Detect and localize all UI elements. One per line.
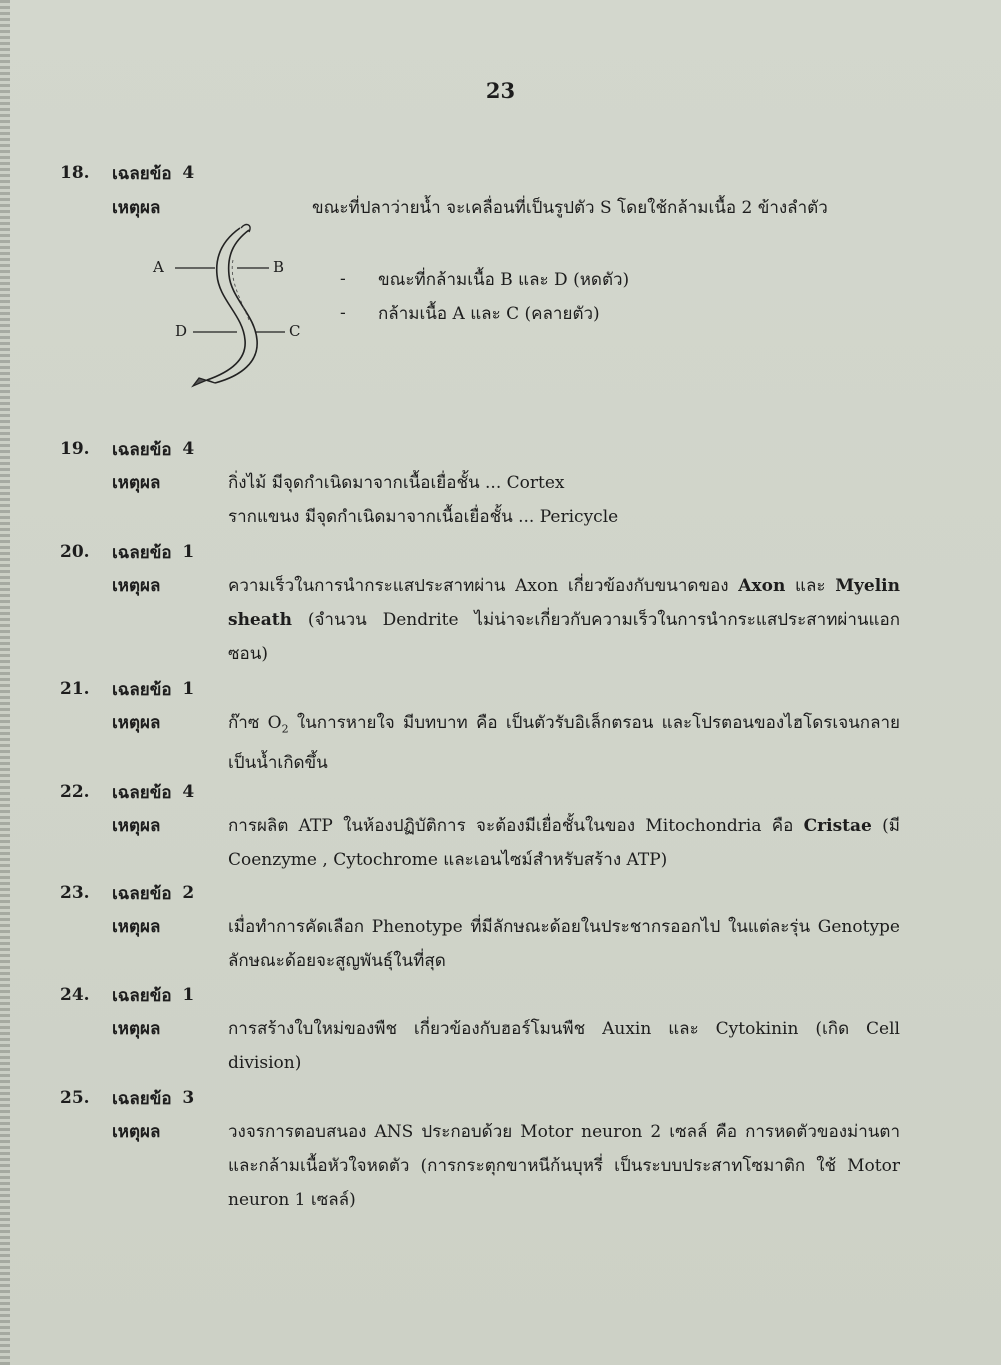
question-18 [60, 156, 920, 224]
answer-value: 1 [182, 985, 195, 1005]
reason-label: เหตุผล [112, 816, 161, 836]
reason-text: วงจรการตอบสนอง ANS ประกอบด้วย Motor neuron 2 เซลล์ คือ การหดตัวของม่านตา และกล้ามเนื้อหัวใจหดตัว (การกระตุกขาหนีก้นบุหรี่ เป็นระบบประสาทโซมาติก ใช้ Motor neuron 1 เซลล์) [228, 1122, 900, 1210]
answer-label: เฉลยข้อ [112, 679, 172, 700]
answer-value: 4 [182, 782, 195, 802]
question-number: 23. [60, 883, 90, 903]
answer-value: 3 [182, 1088, 195, 1108]
label-c: C [289, 322, 301, 340]
reason-line: กิ่งไม้ มีจุดกำเนิดมาจากเนื้อเยื่อชั้น ... Cortex [228, 473, 565, 493]
label-a: A [153, 258, 164, 276]
question-number: 22. [60, 782, 90, 802]
reason-line: รากแขนง มีจุดกำเนิดมาจากเนื้อเยื่อชั้น ... Pericycle [228, 507, 619, 527]
reason-segment: ความเร็วในการนำกระแสประสาทผ่าน Axon เกี่ยวข้องกับขนาดของ [228, 576, 739, 596]
question-number: 18. [60, 163, 90, 183]
reason-text [228, 809, 900, 877]
reason-segment: ก๊าซ O [228, 713, 282, 733]
label-b: B [273, 258, 285, 276]
reason-text [228, 569, 900, 671]
reason-bold: Myelin sheath [228, 576, 900, 630]
subscript: 2 [281, 722, 289, 736]
question-22 [60, 775, 920, 877]
reason-label: เหตุผล [112, 473, 161, 493]
answer-label: เฉลยข้อ [112, 439, 172, 460]
reason-bold: Axon [738, 576, 786, 596]
reason-label: เหตุผล [112, 1122, 161, 1142]
answer-label: เฉลยข้อ [112, 1088, 172, 1109]
answer-label: เฉลยข้อ [112, 782, 172, 803]
reason-label: เหตุผล [112, 576, 161, 596]
reason-segment: ในการหายใจ มีบทบาท คือ เป็นตัวรับอิเล็กตรอน และโปรตอนของไฮโดรเจนกลายเป็นน้ำเกิดขึ้น [228, 713, 901, 774]
muscle-bullets [340, 262, 629, 330]
bullet-item: - ขณะที่กล้ามเนื้อ B และ D (หดตัว) [340, 262, 629, 296]
question-19 [60, 432, 920, 534]
reason-bold: Cristae [803, 816, 872, 836]
reason-text [228, 466, 900, 534]
reason-text: เมื่อทำการคัดเลือก Phenotype ที่มีลักษณะด้อยในประชากรออกไป ในแต่ละรุ่น Genotype ลักษณะด้อยจะสูญพันธุ์ในที่สุด [228, 917, 900, 971]
question-24 [60, 978, 920, 1080]
question-23 [60, 876, 920, 978]
question-number: 20. [60, 542, 90, 562]
reason-text: การสร้างใบใหม่ของพืช เกี่ยวข้องกับฮอร์โมนพืช Auxin และ Cytokinin (เกิด Cell division) [228, 1019, 900, 1073]
reason-text: ขณะที่ปลาว่ายน้ำ จะเคลื่อนที่เป็นรูปตัว S โดยใช้กล้ามเนื้อ 2 ข้างลำตัว [312, 197, 828, 218]
question-21 [60, 672, 920, 780]
reason-segment: (จำนวน Dendrite ไม่น่าจะเกี่ยวกับความเร็วในการนำกระแสประสาทผ่านแอกซอน) [228, 610, 900, 664]
answer-label: เฉลยข้อ [112, 542, 172, 563]
question-number: 19. [60, 439, 90, 459]
reason-text [228, 706, 900, 780]
bullet-text: ขณะที่กล้ามเนื้อ B และ D (หดตัว) [378, 269, 630, 290]
reason-segment: (มี Coenzyme , Cytochrome และเอนไซม์สำหรับสร้าง ATP) [228, 816, 900, 870]
reason-label: เหตุผล [112, 197, 161, 218]
reason-label: เหตุผล [112, 1019, 161, 1039]
page-number: 23 [485, 78, 516, 103]
answer-value: 1 [182, 542, 195, 562]
answer-label: เฉลยข้อ [112, 883, 172, 904]
question-number: 24. [60, 985, 90, 1005]
fish-swimming-diagram [145, 220, 315, 395]
book-spine-edge [0, 0, 10, 1365]
reason-label: เหตุผล [112, 713, 161, 733]
question-number: 21. [60, 679, 90, 699]
reason-segment: และ [785, 576, 836, 596]
reason-segment: การผลิต ATP ในห้องปฏิบัติการ จะต้องมีเยื่อชั้นในของ Mitochondria คือ [228, 816, 804, 836]
answer-label: เฉลยข้อ [112, 163, 172, 184]
label-d: D [175, 322, 188, 340]
bullet-text: กล้ามเนื้อ A และ C (คลายตัว) [378, 303, 600, 324]
fish-s-shape-icon [145, 220, 315, 395]
reason-label: เหตุผล [112, 917, 161, 937]
answer-value: 1 [182, 679, 195, 699]
answer-value: 4 [182, 163, 195, 183]
answer-label: เฉลยข้อ [112, 985, 172, 1006]
bullet-item: - กล้ามเนื้อ A และ C (คลายตัว) [340, 296, 629, 330]
question-20 [60, 535, 920, 671]
question-number: 25. [60, 1088, 90, 1108]
question-25 [60, 1081, 920, 1217]
answer-value: 4 [182, 439, 195, 459]
answer-value: 2 [182, 883, 195, 903]
